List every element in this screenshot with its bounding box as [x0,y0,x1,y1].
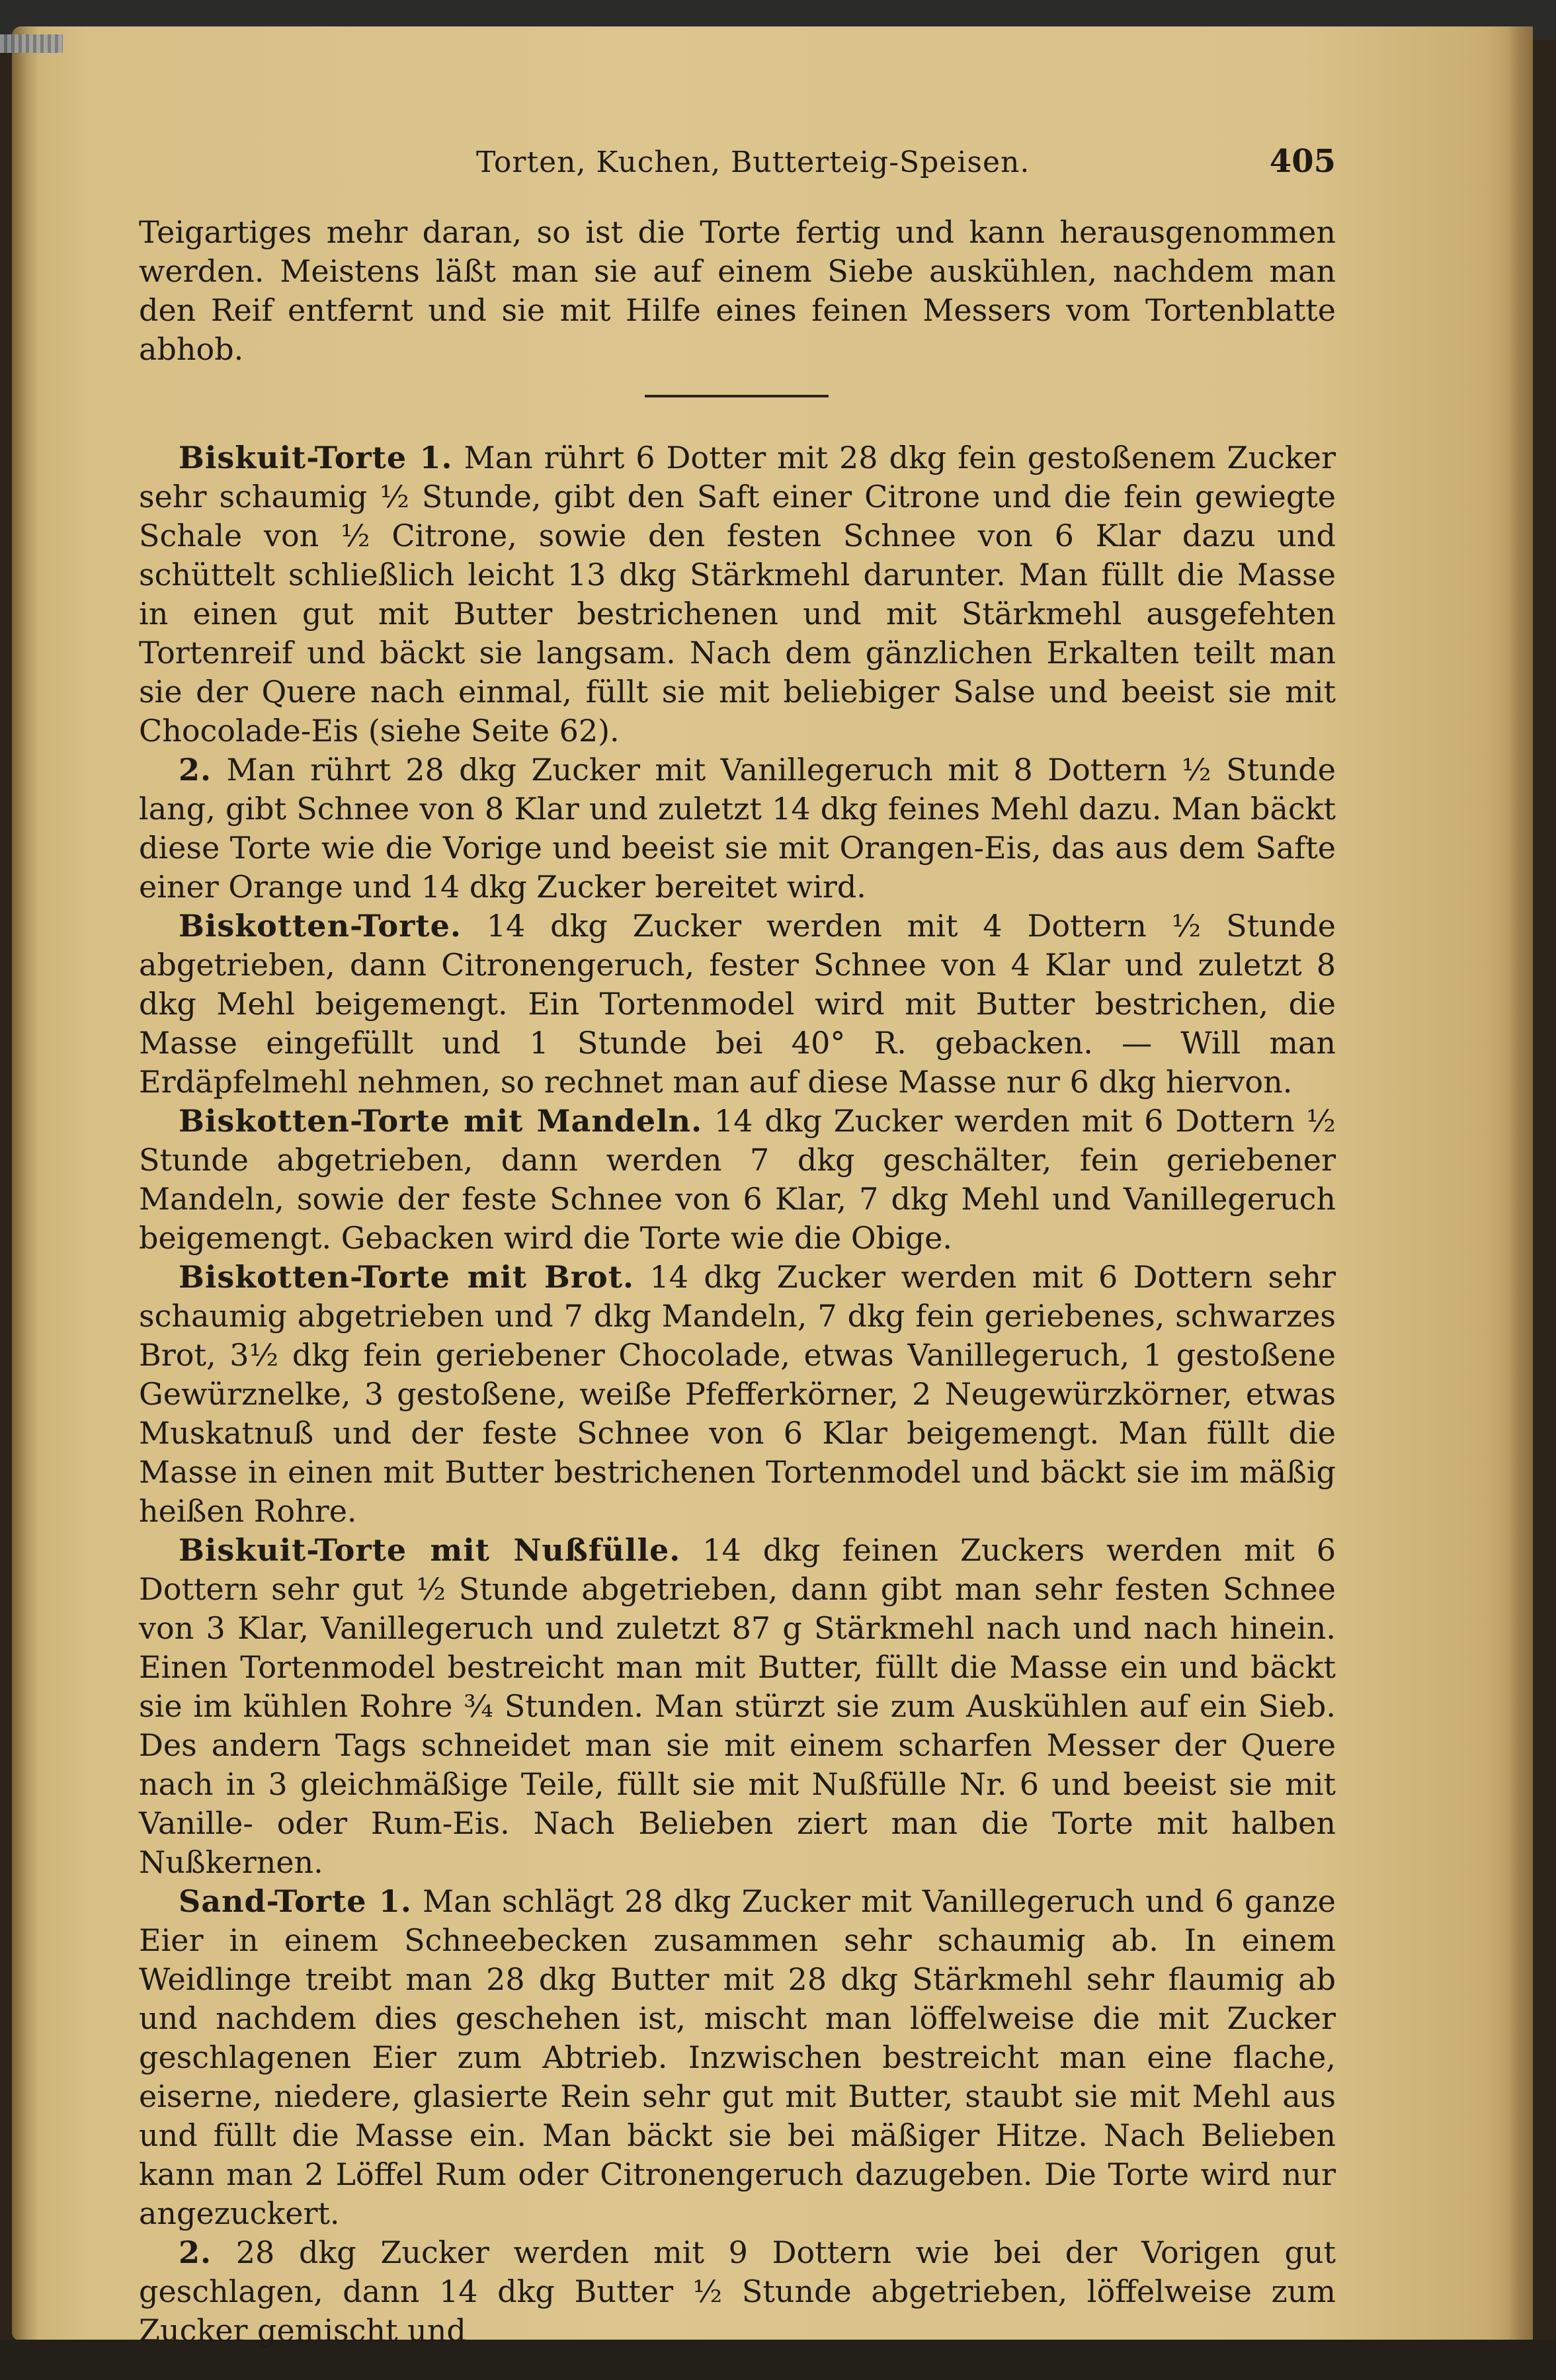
recipe-entry [139,1882,1336,2233]
recipe-entry [139,438,1336,751]
recipe-text: Man rührt 6 Dotter mit 28 dkg fein gestoßenem Zucker sehr schaumig ½ Stunde, gibt den Saft einer Citrone und die fein gewiegte Schale von ½ Citrone, sowie den festen Schnee von 6 Klar dazu und schüttelt schließlich leicht 13 dkg Stärkmehl darunter. Man füllt die Masse in einen gut mit Butter bestrichenen und mit Stärkmehl ausgefehten Tortenreif und bäckt sie langsam. Nach dem gänzlichen Erkalten teilt man sie der Quere nach einmal, füllt sie mit beliebiger Salse und beeist sie mit Chocolade-Eis (siehe Seite 62). [139,440,1336,749]
binding-stitch [0,34,63,53]
recipe-text: 28 dkg Zucker werden mit 9 Dottern wie bei der Vorigen gut geschlagen, dann 14 dkg Butter ½ Stunde abgetrieben, löffelweise zum Zucker gemischt und [139,2235,1336,2348]
recipe-title: Biskotten-Torte mit Mandeln. [179,1103,703,1139]
recipe-text: Man schlägt 28 dkg Zucker mit Vanillegeruch und 6 ganze Eier in einem Schneebecken zusammen sehr schaumig ab. In einem Weidlinge treibt man 28 dkg Butter mit 28 dkg Stärkmehl sehr flaumig ab und nachdem dies geschehen ist, mischt man löffelweise die mit Zucker geschlagenen Eier zum Abtrieb. Inzwischen bestreicht man eine flache, eiserne, niedere, glasierte Rein sehr gut mit Butter, staubt sie mit Mehl aus und füllt die Masse ein. Man bäckt sie bei mäßiger Hitze. Nach Belieben kann man 2 Löffel Rum oder Citronengeruch dazugeben. Die Torte wird nur angezuckert. [139,1883,1336,2231]
recipe-text: Man rührt 28 dkg Zucker mit Vanillegeruch mit 8 Dottern ½ Stunde lang, gibt Schnee von 8 Klar und zuletzt 14 dkg feines Mehl dazu. Man bäckt diese Torte wie die Vorige und beeist sie mit Orangen-Eis, das aus dem Safte einer Orange und 14 dkg Zucker bereitet wird. [139,752,1336,905]
recipe-entry [139,1102,1336,1258]
recipe-entry [139,751,1336,907]
intro-paragraph: Teigartiges mehr daran, so ist die Torte fertig und kann herausgenommen werden. Meistens läßt man sie auf einem Siebe auskühlen, nachdem man den Reif entfernt und sie mit Hilfe eines feinen Messers vom Tortenblatte abhob. [139,214,1336,367]
recipe-list [139,438,1336,2350]
intro-block [139,213,1336,369]
recipe-title: Biskuit-Torte 1. [179,440,453,475]
recipe-title: Sand-Torte 1. [179,1883,412,1919]
recipe-entry [139,2233,1336,2350]
running-title: Torten, Kuchen, Butterteig-Speisen. [476,145,1030,179]
recipe-title: 2. [179,752,212,788]
recipe-title: Biskuit-Torte mit Nußfülle. [179,1532,681,1568]
recipe-entry [139,907,1336,1102]
recipe-text: 14 dkg Zucker werden mit 6 Dottern ½ Stunde abgetrieben, dann werden 7 dkg geschälter, fein geriebener Mandeln, sowie der feste Schnee von 6 Klar, 7 dkg Mehl und Vanillegeruch beigemengt. Gebacken wird die Torte wie die Obige. [139,1103,1336,1256]
page-gutter-shadow [12,26,38,2341]
section-divider [645,395,829,397]
recipe-title: 2. [179,2235,212,2270]
recipe-title: Biskotten-Torte. [179,908,462,944]
recipe-entry [139,1258,1336,1531]
recipe-title: Biskotten-Torte mit Brot. [179,1259,634,1295]
page-number: 405 [1269,143,1336,180]
recipe-text: 14 dkg Zucker werden mit 4 Dottern ½ Stunde abgetrieben, dann Citronengeruch, fester Schnee von 4 Klar und zuletzt 8 dkg Mehl beigemengt. Ein Tortenmodel wird mit Butter bestrichen, die Masse eingefüllt und 1 Stunde bei 40° R. gebacken. — Will man Erdäpfelmehl nehmen, so rechnet man auf diese Masse nur 6 dkg hiervon. [139,908,1336,1100]
recipe-text: 14 dkg feinen Zuckers werden mit 6 Dottern sehr gut ½ Stunde abgetrieben, dann gibt man sehr festen Schnee von 3 Klar, Vanillegeruch und zuletzt 87 g Stärkmehl nach und nach hinein. Einen Tortenmodel bestreicht man mit Butter, füllt die Masse ein und bäckt sie im kühlen Rohre ¾ Stunden. Man stürzt sie zum Auskühlen auf ein Sieb. Des andern Tags schneidet man sie mit einem scharfen Messer der Quere nach in 3 gleichmäßige Teile, füllt sie mit Nußfülle Nr. 6 und beeist sie mit Vanille- oder Rum-Eis. Nach Belieben ziert man die Torte mit halben Nußkernen. [139,1532,1336,1880]
page-header [139,139,1336,185]
recipe-text: 14 dkg Zucker werden mit 6 Dottern sehr schaumig abgetrieben und 7 dkg Mandeln, 7 dkg fein geriebenes, schwarzes Brot, 3½ dkg fein geriebener Chocolade, etwas Vanillegeruch, 1 gestoßene Gewürznelke, 3 gestoßene, weiße Pfefferkörner, 2 Neugewürzkörner, etwas Muskatnuß und der feste Schnee von 6 Klar beigemengt. Man füllt die Masse in einen mit Butter bestrichenen Tortenmodel und bäckt sie im mäßig heißen Rohre. [139,1259,1336,1529]
recipe-entry [139,1531,1336,1882]
page-right-edge [1508,26,1533,2341]
